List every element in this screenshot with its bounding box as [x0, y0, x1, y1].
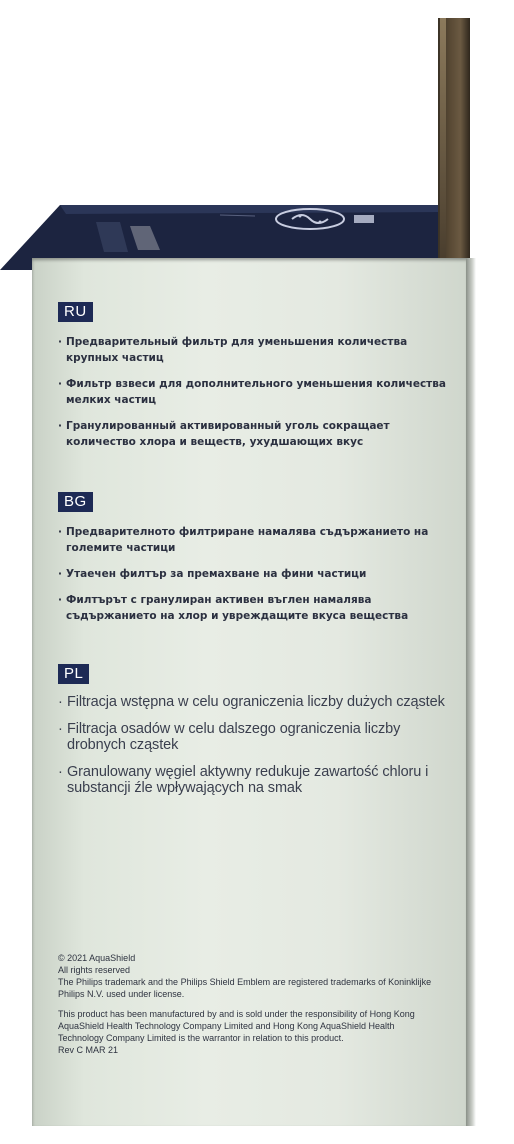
philips-shield-logo: [270, 206, 380, 237]
box-top-surface: [0, 0, 514, 270]
item-text: Filtracja wstępna w celu ograniczenia liczby dużych cząstek: [67, 694, 445, 710]
legal-notice: [58, 952, 438, 1064]
section-bg: [58, 492, 448, 634]
lang-badge-bg: BG: [58, 492, 93, 512]
revision-text: Rev C MAR 21: [58, 1045, 119, 1055]
bullet: ·: [58, 378, 62, 390]
bullet: ·: [58, 568, 62, 580]
trademark-text: The Philips trademark and the Philips Shield Emblem are registered trademarks of Koninklijke Philips N.V. used under license.: [58, 977, 432, 999]
rights-text: All rights reserved: [58, 965, 131, 975]
feature-list-bg: [58, 524, 448, 624]
bullet: ·: [58, 336, 62, 348]
list-item: [58, 418, 448, 450]
list-item: [58, 694, 448, 710]
bullet: ·: [58, 526, 62, 538]
item-text: Предварителното филтриране намалява съдържанието на големите частици: [66, 526, 429, 554]
item-text: Филтърът с гранулиран активен въглен намалява съдържанието на хлор и увреждащите вкуса вещества: [66, 594, 409, 622]
box-flap-edge: [440, 18, 446, 258]
item-text: Granulowany węgiel aktywny redukuje zawartość chloru i substancji źle wpływających na smak: [67, 764, 429, 796]
bullet: ·: [58, 694, 63, 710]
item-text: Утаечен филтър за премахване на фини частици: [66, 568, 367, 580]
box-edge-shadow: [466, 258, 476, 1126]
bullet: ·: [58, 420, 62, 432]
section-pl: [58, 664, 448, 807]
section-ru: [58, 302, 448, 460]
bullet: ·: [58, 594, 62, 606]
item-text: Filtracja osadów w celu dalszego ograniczenia liczby drobnych cząstek: [67, 721, 401, 753]
lang-badge-pl: PL: [58, 664, 89, 684]
list-item: [58, 592, 448, 624]
copyright-text: © 2021 AquaShield: [58, 953, 136, 963]
list-item: [58, 566, 448, 582]
list-item: [58, 524, 448, 556]
manufacturer-text: This product has been manufactured by and is sold under the responsibility of Hong Kong AquaShield Health Technology Company Limited and Hong Kong AquaShield Health Technology Company Limited is the warrantor in relation to this product.: [58, 1009, 415, 1043]
feature-list-ru: [58, 334, 448, 450]
legal-block-copyright: [58, 952, 438, 1000]
list-item: [58, 334, 448, 366]
list-item: [58, 764, 448, 796]
item-text: Предварительный фильтр для уменьшения количества крупных частиц: [66, 336, 408, 364]
bullet: ·: [58, 764, 63, 780]
lang-badge-ru: RU: [58, 302, 93, 322]
legal-block-manufacturer: [58, 1008, 438, 1056]
bullet: ·: [58, 721, 63, 737]
item-text: Фильтр взвеси для дополнительного уменьшения количества мелких частиц: [66, 378, 446, 406]
list-item: [58, 721, 448, 753]
item-text: Гранулированный активированный уголь сокращает количество хлора и веществ, ухудшающих вкус: [66, 420, 390, 448]
feature-list-pl: [58, 694, 448, 796]
list-item: [58, 376, 448, 408]
